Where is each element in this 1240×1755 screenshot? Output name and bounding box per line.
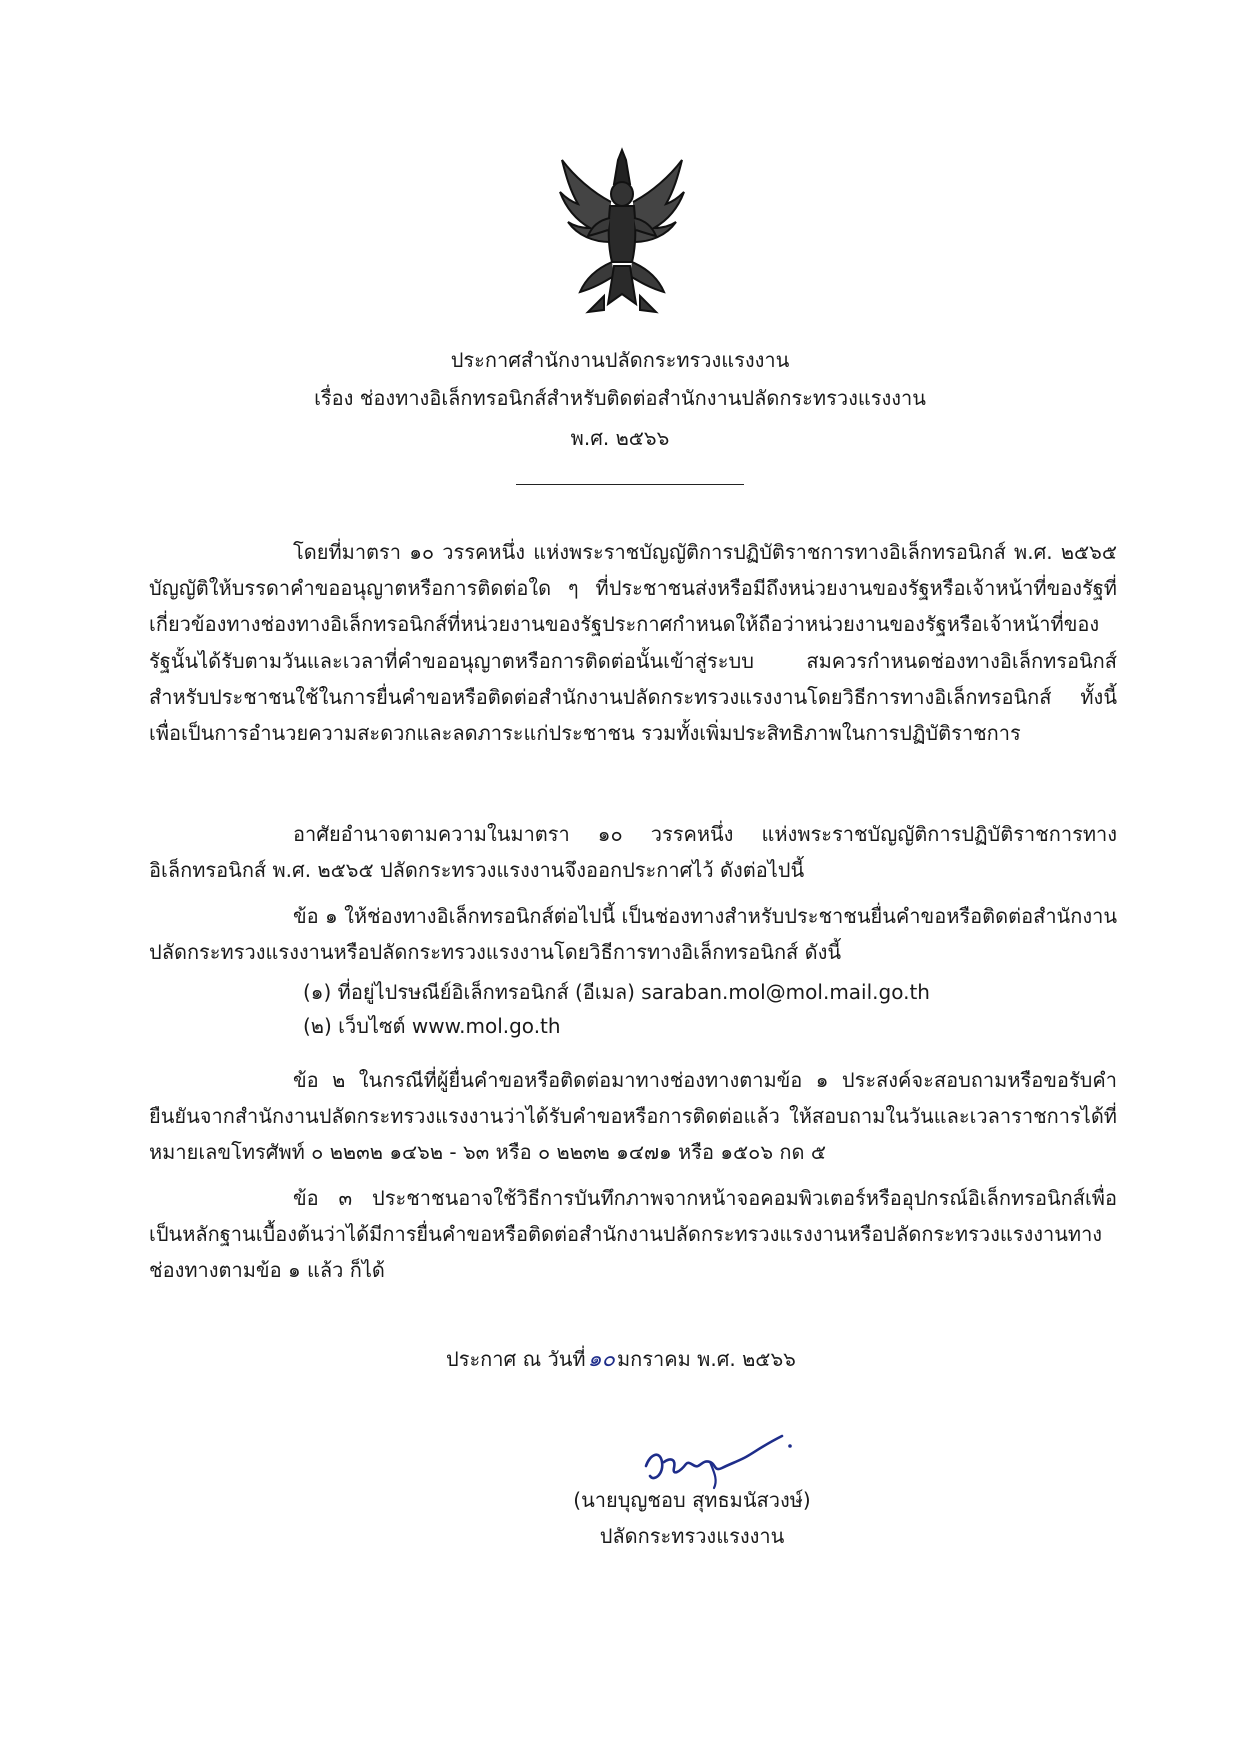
preamble-paragraph: โดยที่มาตรา ๑๐ วรรคหนึ่ง แห่งพระราชบัญญัติการปฏิบัติราชการทางอิเล็กทรอนิกส์ พ.ศ. ๒๕๖๕ บัญญัติให้บรรดาคำขออนุญาตหรือการติดต่อใด ๆ ที่ประชาชนส่งหรือมีถึงหน่วยงานของรัฐหรือเจ้าหน้าที่ของรัฐที่เกี่ยวข้องทางช่องทางอิเล็กทรอนิกส์ที่หน่วยงานของรัฐประกาศกำหนดให้ถือว่าหน่วยงานของรัฐหรือเจ้าหน้าที่ของรัฐนั้นได้รับตามวันและเวลาที่คำขออนุญาตหรือการติดต่อนั้นเข้าสู่ระบบ สมควรกำหนดช่องทางอิเล็กทรอนิกส์สำหรับประชาชนใช้ในการยื่นคำขอหรือติดต่อสำนักงานปลัดกระทรวงแรงงานโดยวิธีการทางอิเล็กทรอนิกส์ ทั้งนี้ เพื่อเป็นการอำนวยความสะดวกและลดภาระแก่ประชาชน รวมทั้งเพิ่มประสิทธิภาพในการปฏิบัติราชการ: [149, 540, 1117, 746]
announcement-year: พ.ศ. ๒๕๖๖: [570, 426, 670, 450]
date-suffix: มกราคม พ.ศ. ๒๕๖๖: [616, 1347, 796, 1371]
date-prefix: ประกาศ ณ วันที่: [446, 1347, 586, 1371]
garuda-emblem-icon: [552, 146, 692, 314]
channel-item-website: (๒) เว็บไซต์ www.mol.go.th: [303, 1014, 561, 1038]
announcement-title: ประกาศสำนักงานปลัดกระทรวงแรงงาน: [450, 348, 790, 372]
date-day-handwritten: ๑๐: [587, 1347, 615, 1372]
title-divider: [516, 484, 744, 485]
announcement-date: [446, 1344, 796, 1375]
clause-3-paragraph: ข้อ ๓ ประชาชนอาจใช้วิธีการบันทึกภาพจากหน้าจอคอมพิวเตอร์หรืออุปกรณ์อิเล็กทรอนิกส์เพื่อเป็นหลักฐานเบื้องต้นว่าได้มีการยื่นคำขอหรือติดต่อสำนักงานปลัดกระทรวงแรงงานหรือปลัดกระทรวงแรงงานทางช่องทางตามข้อ ๑ แล้ว ก็ได้: [149, 1186, 1117, 1283]
signer-title: ปลัดกระทรวงแรงงาน: [599, 1524, 785, 1548]
signer-name: (นายบุญชอบ สุทธมนัสวงษ์): [573, 1488, 811, 1512]
authority-paragraph: อาศัยอำนาจตามความในมาตรา ๑๐ วรรคหนึ่ง แห่งพระราชบัญญัติการปฏิบัติราชการทางอิเล็กทรอนิกส์ พ.ศ. ๒๕๖๕ ปลัดกระทรวงแรงงานจึงออกประกาศไว้ ดังต่อไปนี้: [149, 822, 1117, 883]
clause-1-paragraph: ข้อ ๑ ให้ช่องทางอิเล็กทรอนิกส์ต่อไปนี้ เป็นช่องทางสำหรับประชาชนยื่นคำขอหรือติดต่อสำนักงานปลัดกระทรวงแรงงานหรือปลัดกระทรวงแรงงานโดยวิธีการทางอิเล็กทรอนิกส์ ดังนี้: [149, 904, 1118, 965]
announcement-subject: เรื่อง ช่องทางอิเล็กทรอนิกส์สำหรับติดต่อสำนักงานปลัดกระทรวงแรงงาน: [314, 386, 926, 410]
channel-item-email: (๑) ที่อยู่ไปรษณีย์อิเล็กทรอนิกส์ (อีเมล) saraban.mol@mol.mail.go.th: [303, 980, 930, 1004]
clause-2-paragraph: ข้อ ๒ ในกรณีที่ผู้ยื่นคำขอหรือติดต่อมาทางช่องทางตามข้อ ๑ ประสงค์จะสอบถามหรือขอรับคำยืนยันจากสำนักงานปลัดกระทรวงแรงงานว่าได้รับคำขอหรือการติดต่อแล้ว ให้สอบถามในวันและเวลาราชการได้ที่หมายเลขโทรศัพท์ ๐ ๒๒๓๒ ๑๔๖๒ - ๖๓ หรือ ๐ ๒๒๓๒ ๑๔๗๑ หรือ ๑๕๐๖ กด ๕: [149, 1068, 1117, 1165]
